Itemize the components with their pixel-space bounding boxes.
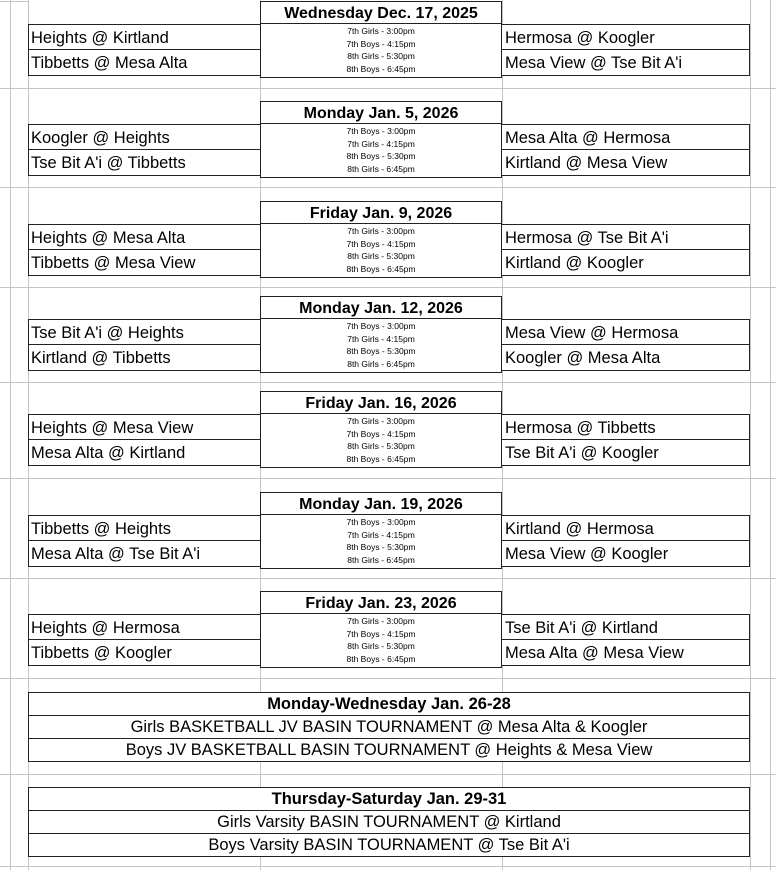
left-game: Heights @ Mesa Alta [28, 224, 260, 250]
game-time: 7th Boys - 3:00pm [346, 321, 416, 331]
left-game: Tse Bit A'i @ Heights [28, 319, 260, 345]
left-game: Tibbetts @ Mesa View [28, 250, 260, 276]
tournament-title: Thursday-Saturday Jan. 29-31 [28, 787, 750, 811]
grid-row-line [0, 478, 776, 479]
game-time: 7th Boys - 4:15pm [346, 628, 416, 639]
tournament-title: Monday-Wednesday Jan. 26-28 [28, 692, 750, 716]
game-time: 7th Girls - 3:00pm [347, 26, 415, 36]
grid-row-line [0, 187, 776, 188]
week-date-header: Monday Jan. 12, 2026 [260, 296, 502, 319]
left-game: Heights @ Kirtland [28, 24, 260, 50]
game-time: 8th Girls - 5:30pm [347, 251, 415, 262]
tournament-line: Boys JV BASKETBALL BASIN TOURNAMENT @ Heights & Mesa View [28, 739, 750, 762]
week-date-header: Friday Jan. 9, 2026 [260, 201, 502, 224]
right-game: Tse Bit A'i @ Koogler [502, 440, 750, 466]
game-time: 8th Girls - 5:30pm [347, 641, 415, 652]
left-game: Heights @ Hermosa [28, 614, 260, 640]
game-times [260, 319, 502, 373]
game-times [260, 414, 502, 468]
right-game: Tse Bit A'i @ Kirtland [502, 614, 750, 640]
right-game: Mesa Alta @ Hermosa [502, 124, 750, 150]
right-game: Kirtland @ Mesa View [502, 150, 750, 176]
tournament-line: Girls BASKETBALL JV BASIN TOURNAMENT @ Mesa Alta & Koogler [28, 716, 750, 739]
game-time: 7th Girls - 4:15pm [347, 529, 415, 540]
grid-row-line [0, 1, 28, 2]
game-times [260, 614, 502, 668]
game-time: 7th Girls - 4:15pm [347, 333, 415, 344]
game-time: 8th Girls - 6:45pm [347, 358, 415, 369]
right-game: Kirtland @ Hermosa [502, 515, 750, 541]
game-time: 8th Boys - 6:45pm [346, 263, 416, 274]
game-times [260, 515, 502, 569]
game-times [260, 124, 502, 178]
grid-row-line [0, 578, 776, 579]
right-game: Mesa Alta @ Mesa View [502, 640, 750, 666]
right-game: Mesa View @ Koogler [502, 541, 750, 567]
left-game: Tibbetts @ Heights [28, 515, 260, 541]
grid-row-line [0, 866, 776, 867]
game-time: 7th Girls - 3:00pm [347, 226, 415, 236]
grid-row-line [0, 382, 776, 383]
grid-column-line [750, 0, 751, 870]
game-time: 8th Boys - 6:45pm [346, 63, 416, 74]
week-date-header: Wednesday Dec. 17, 2025 [260, 1, 502, 24]
week-date-header: Monday Jan. 5, 2026 [260, 101, 502, 124]
game-time: 7th Girls - 4:15pm [347, 138, 415, 149]
right-game: Mesa View @ Tse Bit A'i [502, 50, 750, 76]
left-game: Tse Bit A'i @ Tibbetts [28, 150, 260, 176]
game-time: 8th Boys - 5:30pm [346, 542, 416, 553]
game-time: 7th Boys - 4:15pm [346, 238, 416, 249]
grid-column-line [10, 0, 11, 870]
week-date-header: Friday Jan. 23, 2026 [260, 591, 502, 614]
game-times [260, 24, 502, 78]
right-game: Mesa View @ Hermosa [502, 319, 750, 345]
left-game: Koogler @ Heights [28, 124, 260, 150]
week-date-header: Friday Jan. 16, 2026 [260, 391, 502, 414]
grid-column-line [770, 0, 771, 870]
left-game: Heights @ Mesa View [28, 414, 260, 440]
grid-row-line [0, 88, 776, 89]
left-game: Tibbetts @ Koogler [28, 640, 260, 666]
left-game: Mesa Alta @ Kirtland [28, 440, 260, 466]
game-time: 8th Boys - 5:30pm [346, 346, 416, 357]
left-game: Mesa Alta @ Tse Bit A'i [28, 541, 260, 567]
game-time: 8th Boys - 5:30pm [346, 151, 416, 162]
week-date-header: Monday Jan. 19, 2026 [260, 492, 502, 515]
game-time: 7th Boys - 4:15pm [346, 38, 416, 49]
grid-row-line [0, 287, 776, 288]
left-game: Kirtland @ Tibbetts [28, 345, 260, 371]
right-game: Hermosa @ Koogler [502, 24, 750, 50]
game-time: 7th Girls - 3:00pm [347, 416, 415, 426]
right-game: Hermosa @ Tse Bit A'i [502, 224, 750, 250]
game-time: 7th Boys - 3:00pm [346, 126, 416, 136]
game-time: 8th Boys - 6:45pm [346, 453, 416, 464]
game-time: 8th Girls - 6:45pm [347, 554, 415, 565]
right-game: Hermosa @ Tibbetts [502, 414, 750, 440]
tournament-line: Boys Varsity BASIN TOURNAMENT @ Tse Bit A'i [28, 834, 750, 857]
left-game: Tibbetts @ Mesa Alta [28, 50, 260, 76]
tournament-line: Girls Varsity BASIN TOURNAMENT @ Kirtland [28, 811, 750, 834]
game-time: 8th Girls - 5:30pm [347, 441, 415, 452]
game-times [260, 224, 502, 278]
game-time: 8th Girls - 5:30pm [347, 51, 415, 62]
right-game: Koogler @ Mesa Alta [502, 345, 750, 371]
grid-row-line [0, 774, 776, 775]
game-time: 8th Girls - 6:45pm [347, 163, 415, 174]
game-time: 7th Girls - 3:00pm [347, 616, 415, 626]
game-time: 7th Boys - 4:15pm [346, 428, 416, 439]
grid-row-line [0, 678, 776, 679]
game-time: 7th Boys - 3:00pm [346, 517, 416, 527]
game-time: 8th Boys - 6:45pm [346, 653, 416, 664]
right-game: Kirtland @ Koogler [502, 250, 750, 276]
